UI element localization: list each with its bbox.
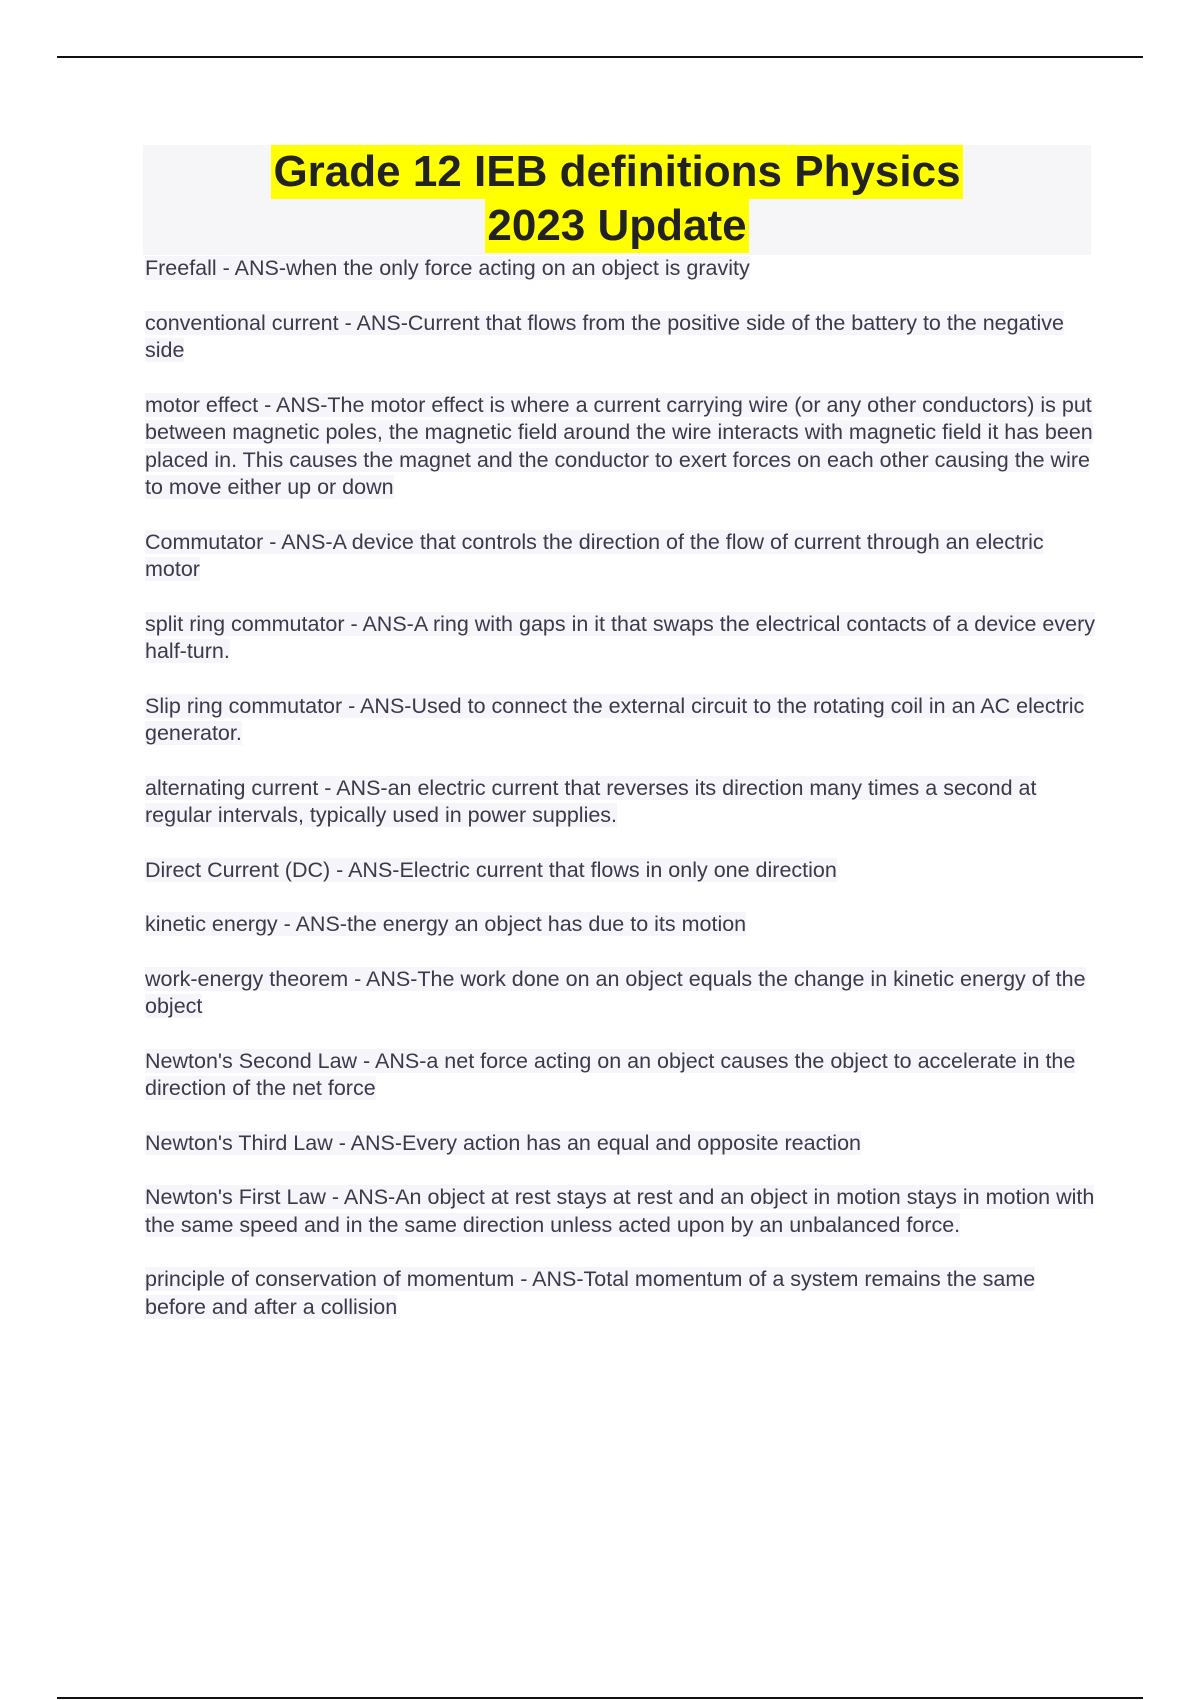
definition-text: kinetic energy - ANS-the energy an object has due to its motion [145, 912, 747, 936]
definition-text: principle of conservation of momentum - ANS-Total momentum of a system remains the same before and after a collision [145, 1267, 1036, 1319]
definition-text: conventional current - ANS-Current that flows from the positive side of the battery to the negative side [145, 310, 1064, 362]
definition-text: alternating current - ANS-an electric current that reverses its direction many times a second at regular intervals, typically used in power supplies. [145, 775, 1037, 827]
definition-freefall [145, 255, 1095, 283]
title-row-2 [143, 199, 1091, 253]
definition-slip-ring-commutator [145, 693, 1095, 748]
definition-text: Freefall - ANS-when the only force acting on an object is gravity [145, 256, 750, 280]
definition-newtons-second-law [145, 1048, 1095, 1103]
definition-text: Slip ring commutator - ANS-Used to connect the external circuit to the rotating coil in an AC electric generator. [145, 693, 1085, 745]
definition-text: work-energy theorem - ANS-The work done on an object equals the change in kinetic energy of the object [145, 966, 1086, 1018]
page-title-line-2: 2023 Update [485, 199, 748, 253]
definition-text: Newton's Third Law - ANS-Every action has an equal and opposite reaction [145, 1130, 861, 1155]
definition-commutator [145, 529, 1095, 584]
definition-work-energy-theorem [145, 966, 1095, 1021]
definition-conventional-current [145, 310, 1095, 365]
definition-text: Newton's Second Law - ANS-a net force acting on an object causes the object to accelerate in the direction of the net force [145, 1048, 1076, 1100]
definition-split-ring-commutator [145, 611, 1095, 666]
title-block [143, 145, 1091, 255]
definition-kinetic-energy [145, 911, 1095, 939]
definition-conservation-of-momentum [145, 1266, 1095, 1321]
definition-newtons-first-law [145, 1184, 1095, 1239]
bottom-rule [57, 1697, 1143, 1699]
definition-newtons-third-law [145, 1130, 1095, 1158]
definition-motor-effect [145, 392, 1095, 502]
title-row-1 [143, 145, 1091, 199]
top-rule [57, 56, 1143, 58]
definition-text: Direct Current (DC) - ANS-Electric current that flows in only one direction [145, 857, 837, 882]
definition-list [145, 255, 1095, 1348]
definition-direct-current [145, 857, 1095, 885]
definition-text: Newton's First Law - ANS-An object at rest stays at rest and an object in motion stays in motion with the same speed and in the same direction unless acted upon by an unbalanced force. [145, 1185, 1095, 1237]
definition-alternating-current [145, 775, 1095, 830]
definition-text: motor effect - ANS-The motor effect is where a current carrying wire (or any other conductors) is put between magnetic poles, the magnetic field around the wire interacts with magnetic field it has been placed in. This causes the magnet and the conductor to exert forces on each other causing the wire to move either up or down [145, 392, 1093, 499]
page-title-line-1: Grade 12 IEB definitions Physics [271, 145, 962, 199]
definition-text: split ring commutator - ANS-A ring with gaps in it that swaps the electrical contacts of a device every half-turn. [145, 611, 1095, 663]
definition-text: Commutator - ANS-A device that controls the direction of the flow of current through an electric motor [145, 529, 1044, 581]
